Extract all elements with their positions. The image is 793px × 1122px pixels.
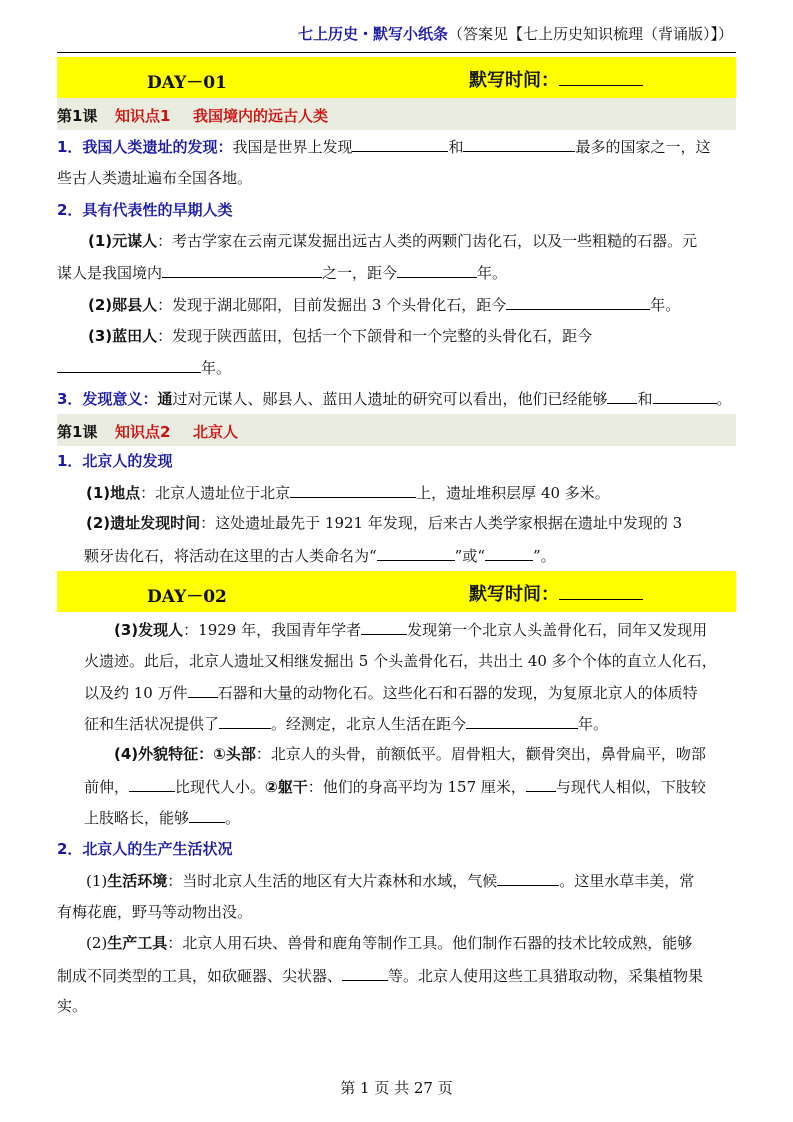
blank[interactable] bbox=[219, 713, 271, 729]
text: 年。 bbox=[477, 264, 508, 282]
header-note: （答案见【七上历史知识梳理（背诵版）】） bbox=[447, 25, 733, 43]
section-heading-1 bbox=[57, 98, 736, 130]
para-tools bbox=[86, 933, 736, 953]
blank[interactable] bbox=[129, 776, 175, 792]
text: 和 bbox=[448, 138, 464, 156]
text: 过对元谋人、郧县人、蓝田人遗址的研究可以看出，他们已经能够 bbox=[172, 390, 608, 408]
text: 。 bbox=[225, 809, 241, 827]
para-yuanmou-cont bbox=[57, 262, 736, 283]
text: 谋人是我国境内 bbox=[57, 264, 163, 282]
text: 颗牙齿化石，将活动在这里的古人类命名为“ bbox=[84, 547, 377, 565]
para-heading: 生产工具 bbox=[107, 934, 168, 952]
para-appearance-cont2 bbox=[84, 807, 736, 828]
para-heading: (3)蓝田人 bbox=[88, 327, 158, 345]
text: 通 bbox=[157, 390, 173, 408]
point-label: 知识点2 bbox=[115, 423, 171, 441]
para-heading: (4)外貌特征：①头部 bbox=[114, 745, 256, 763]
blank[interactable] bbox=[526, 776, 556, 792]
text: 最多的国家之一，这 bbox=[575, 138, 711, 156]
day-label: DAY－02 bbox=[147, 587, 227, 607]
text: 等。北京人使用这些工具猎取动物，采集植物果 bbox=[388, 967, 704, 985]
blank[interactable] bbox=[485, 545, 533, 561]
blank[interactable] bbox=[361, 619, 407, 635]
text: 发现第一个北京人头盖骨化石，同年又发现用 bbox=[407, 621, 708, 639]
blank[interactable] bbox=[466, 713, 578, 729]
blank[interactable] bbox=[397, 262, 477, 278]
para-heading: 1．北京人的发现 bbox=[57, 452, 173, 470]
blank[interactable] bbox=[352, 136, 448, 152]
para-heading: 3．发现意义： bbox=[57, 390, 158, 408]
text: ：发现于陕西蓝田，包括一个下颌骨和一个完整的头骨化石，距今 bbox=[157, 327, 593, 345]
text: 和 bbox=[637, 390, 653, 408]
para-yunxian bbox=[88, 294, 736, 315]
para-heading: (1)地点 bbox=[86, 484, 141, 502]
blank[interactable] bbox=[162, 262, 322, 278]
para-1-cont: 些古人类遗址遍布全国各地。 bbox=[57, 169, 253, 187]
text: ：这处遗址最先于 1921 年发现，后来古人类学家根据在遗址中发现的 3 bbox=[200, 514, 683, 532]
para-heading: ②躯干 bbox=[265, 778, 308, 796]
text: ”或“ bbox=[454, 547, 486, 565]
blank[interactable] bbox=[497, 870, 559, 886]
day-bar-2 bbox=[57, 571, 736, 612]
header-rule bbox=[57, 52, 736, 53]
text: 年。 bbox=[578, 715, 609, 733]
text: 火遗迹。此后，北京人遗址又相继发掘出 5 个头盖骨化石，共出土 40 多个个体的直立人化石， bbox=[84, 652, 717, 670]
blank[interactable] bbox=[607, 388, 637, 404]
time-blank[interactable] bbox=[559, 71, 643, 86]
text: 实。 bbox=[57, 997, 88, 1015]
text: 。经测定，北京人生活在距今 bbox=[271, 715, 467, 733]
text: 我国是世界上发现 bbox=[232, 138, 353, 156]
day-label: DAY－01 bbox=[147, 73, 227, 93]
text: ”。 bbox=[533, 547, 556, 565]
para-appearance-cont bbox=[84, 776, 736, 797]
lesson-label: 第1课 bbox=[57, 107, 98, 125]
page-footer: 第 1 页 共 27 页 bbox=[340, 1079, 453, 1097]
text: (2) bbox=[86, 934, 108, 952]
text: 前伸， bbox=[84, 778, 130, 796]
text: ：北京人遗址位于北京 bbox=[140, 484, 291, 502]
text: 之一，距今 bbox=[322, 264, 398, 282]
para-heading: (1)元谋人 bbox=[88, 232, 158, 250]
para-discoverer-cont bbox=[84, 682, 736, 703]
blank[interactable] bbox=[290, 482, 416, 498]
text: 征和生活状况提供了 bbox=[84, 715, 220, 733]
text: 制成不同类型的工具，如砍砸器、尖状器、 bbox=[57, 967, 343, 985]
para-heading: (2)郧县人 bbox=[88, 296, 158, 314]
text: 与现代人相似，下肢较 bbox=[555, 778, 706, 796]
para-discovery-time bbox=[86, 513, 736, 533]
text: ：考古学家在云南元谋发掘出远古人类的两颗门齿化石，以及一些粗糙的石器。元 bbox=[157, 232, 698, 250]
text: 年。 bbox=[650, 296, 681, 314]
blank[interactable] bbox=[463, 136, 575, 152]
time-label-text: 默写时间： bbox=[469, 70, 559, 91]
para-yuanmou bbox=[88, 231, 736, 251]
para-appearance bbox=[114, 744, 736, 764]
para-environment bbox=[86, 870, 736, 891]
text: ：北京人用石块、兽骨和鹿角等制作工具。他们制作石器的技术比较成熟，能够 bbox=[167, 934, 693, 952]
blank[interactable] bbox=[653, 388, 717, 404]
para-discovery-time-cont bbox=[84, 545, 736, 566]
blank[interactable] bbox=[342, 965, 388, 981]
blank[interactable] bbox=[506, 294, 650, 310]
time-label bbox=[469, 580, 643, 606]
section-heading-2 bbox=[57, 414, 736, 446]
para-2-heading: 2．具有代表性的早期人类 bbox=[57, 201, 233, 219]
time-label-text: 默写时间： bbox=[469, 584, 559, 605]
para-discoverer-cont2 bbox=[84, 713, 736, 734]
para-1 bbox=[57, 136, 736, 157]
text: ：北京人的头骨，前额低平。眉骨粗大，颧骨突出，鼻骨扁平，吻部 bbox=[255, 745, 706, 763]
text: 石器和大量的动物化石。这些化石和石器的发现，为复原北京人的体质特 bbox=[217, 684, 698, 702]
para-heading: 生活环境 bbox=[107, 872, 168, 890]
time-blank[interactable] bbox=[559, 585, 643, 600]
section-title: 北京人 bbox=[193, 423, 239, 441]
para-lantian-cont bbox=[57, 357, 736, 378]
blank[interactable] bbox=[377, 545, 455, 561]
para-tools-cont bbox=[57, 965, 736, 986]
text: 上肢略长，能够 bbox=[84, 809, 190, 827]
para-heading: (3)发现人 bbox=[114, 621, 184, 639]
text: ：发现于湖北郧阳，目前发掘出 3 个头骨化石，距今 bbox=[157, 296, 507, 314]
text: ：当时北京人生活的地区有大片森林和水域，气候 bbox=[167, 872, 498, 890]
para-location bbox=[86, 482, 736, 503]
header-title: 七上历史・默写小纸条 bbox=[297, 25, 448, 43]
text: 。这里水草丰美，常 bbox=[559, 872, 695, 890]
para-discoverer bbox=[114, 619, 736, 640]
para-heading: 1．我国人类遗址的发现： bbox=[57, 138, 233, 156]
text: ：他们的身高平均为 157 厘米， bbox=[307, 778, 526, 796]
text: (1) bbox=[86, 872, 108, 890]
page-header bbox=[298, 23, 733, 44]
lesson-label: 第1课 bbox=[57, 423, 98, 441]
text: 年。 bbox=[201, 359, 232, 377]
day-bar-1 bbox=[57, 57, 736, 98]
text: 上，遗址堆积层厚 40 多米。 bbox=[416, 484, 610, 502]
para-heading: (2)遗址发现时间 bbox=[86, 514, 201, 532]
para-3 bbox=[57, 388, 736, 409]
para-heading: 2．北京人的生产生活状况 bbox=[57, 840, 233, 858]
text: 比现代人小。 bbox=[175, 778, 266, 796]
text: 。 bbox=[716, 390, 732, 408]
text: ：1929 年，我国青年学者 bbox=[183, 621, 362, 639]
blank[interactable] bbox=[188, 682, 218, 698]
time-label bbox=[469, 66, 643, 92]
blank[interactable] bbox=[57, 357, 201, 373]
text: 有梅花鹿，野马等动物出没。 bbox=[57, 903, 253, 921]
para-lantian bbox=[88, 326, 736, 346]
blank[interactable] bbox=[189, 807, 225, 823]
point-label: 知识点1 bbox=[115, 107, 171, 125]
text: 以及约 10 万件 bbox=[84, 684, 188, 702]
section-title: 我国境内的远古人类 bbox=[193, 107, 329, 125]
